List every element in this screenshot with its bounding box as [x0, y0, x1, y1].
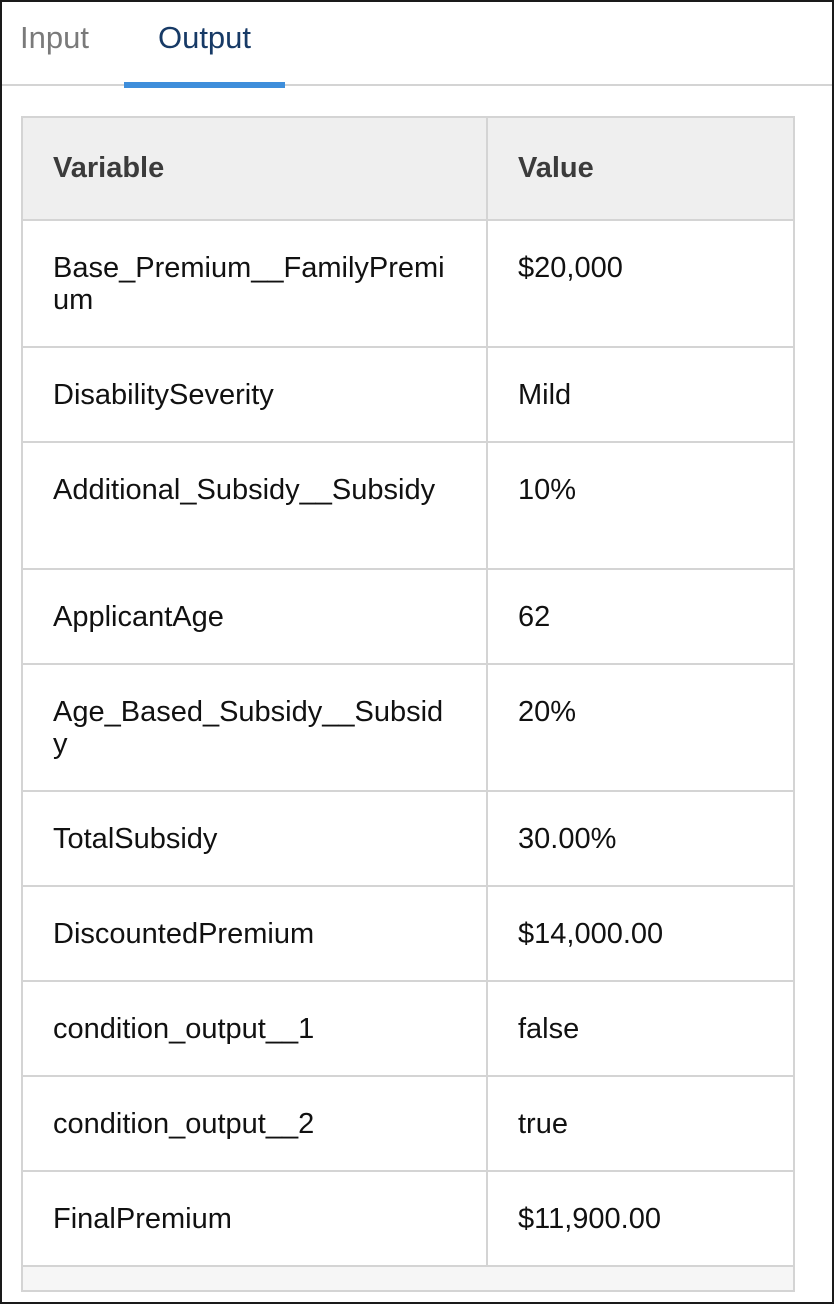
variable-cell: condition_output__1 [23, 981, 487, 1076]
table-row [23, 442, 795, 569]
table-row [23, 569, 795, 664]
table-row [23, 1171, 795, 1266]
table-header-row [23, 118, 795, 220]
value-cell: $20,000 [487, 220, 795, 347]
column-header-variable: Variable [23, 118, 487, 220]
active-tab-indicator [124, 82, 285, 88]
variable-cell: Base_Premium__FamilyPremium [23, 220, 487, 347]
tab-output-label: Output [157, 20, 252, 55]
variable-cell: Additional_Subsidy__Subsidy [23, 442, 487, 569]
value-cell: 10% [487, 442, 795, 569]
table-row [23, 347, 795, 442]
value-cell: true [487, 1076, 795, 1171]
value-cell: 30.00% [487, 791, 795, 886]
value-cell: $14,000.00 [487, 886, 795, 981]
value-cell: false [487, 981, 795, 1076]
table-row [23, 664, 795, 791]
output-table [23, 118, 795, 1267]
value-cell: Mild [487, 347, 795, 442]
value-cell: 62 [487, 569, 795, 664]
table-row [23, 886, 795, 981]
table-row [23, 791, 795, 886]
variable-cell: DisabilitySeverity [23, 347, 487, 442]
table-row [23, 220, 795, 347]
tab-bar [2, 2, 832, 86]
tab-output[interactable] [124, 2, 285, 86]
variable-cell: Age_Based_Subsidy__Subsidy [23, 664, 487, 791]
variable-cell: DiscountedPremium [23, 886, 487, 981]
table-row [23, 981, 795, 1076]
variable-cell: ApplicantAge [23, 569, 487, 664]
value-cell: 20% [487, 664, 795, 791]
variable-cell: FinalPremium [23, 1171, 487, 1266]
table-row [23, 1076, 795, 1171]
variable-cell: condition_output__2 [23, 1076, 487, 1171]
tab-input[interactable]: Input [20, 20, 89, 55]
variable-cell: TotalSubsidy [23, 791, 487, 886]
column-header-value: Value [487, 118, 795, 220]
value-cell: $11,900.00 [487, 1171, 795, 1266]
output-table-container[interactable] [21, 116, 795, 1292]
